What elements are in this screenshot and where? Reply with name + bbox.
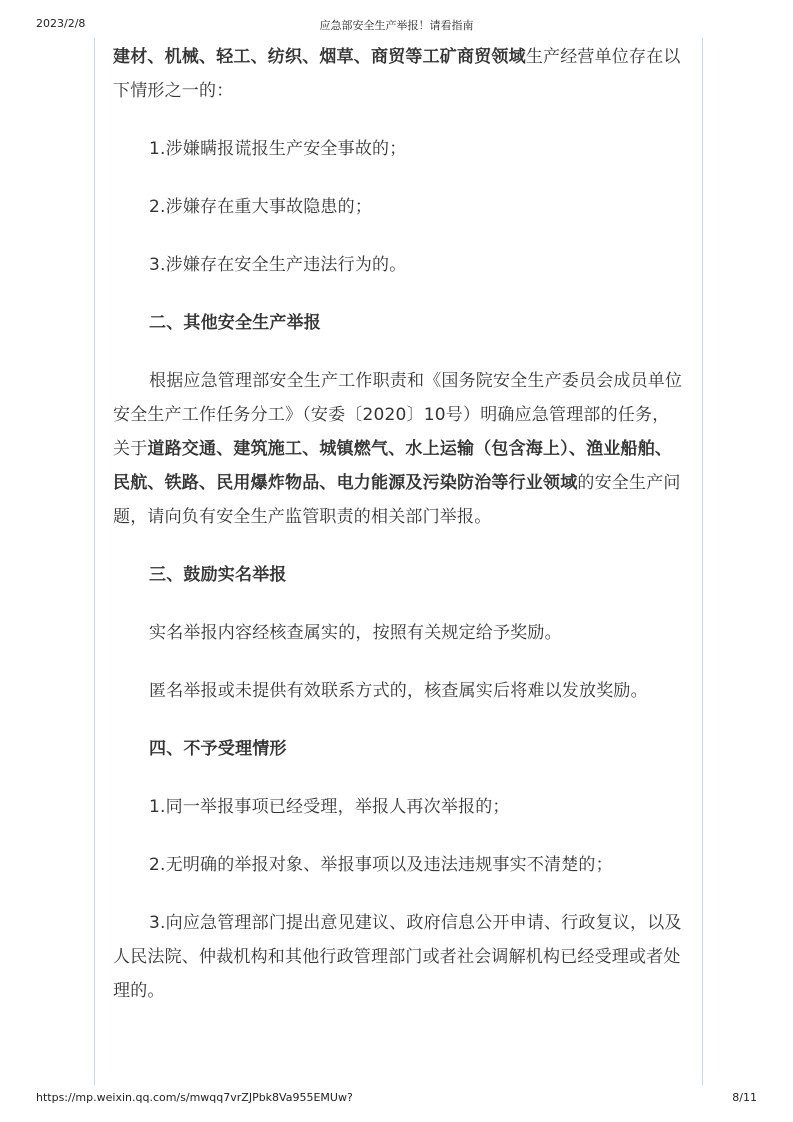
page-number: 8/11 bbox=[732, 1091, 757, 1104]
section-heading: 四、不予受理情形 bbox=[149, 739, 287, 759]
right-border-line bbox=[702, 38, 703, 1085]
list-item: 3.向应急管理部门提出意见建议、政府信息公开申请、行政复议，以及人民法院、仲裁机构和其他行政管理部门或者社会调解机构已经受理或者处理的。 bbox=[113, 913, 682, 1001]
paragraph-text: 的安全生产问题，请向负有安全生产监管职责的相关部门举报。 bbox=[113, 473, 681, 527]
list-item: 3.涉嫌存在安全生产违法行为的。 bbox=[149, 255, 407, 275]
list-item: 1.涉嫌瞒报谎报生产安全事故的； bbox=[149, 139, 407, 159]
section-heading: 二、其他安全生产举报 bbox=[149, 313, 321, 333]
article-body bbox=[113, 40, 685, 1008]
left-border-line bbox=[94, 38, 95, 1085]
bold-text: 建材、机械、轻工、纺织、烟草、商贸等工矿商贸领域 bbox=[113, 47, 526, 67]
print-date: 2023/2/8 bbox=[36, 17, 86, 30]
list-item: 2.无明确的举报对象、举报事项以及违法违规事实不清楚的； bbox=[149, 855, 613, 875]
paragraph: 匿名举报或未提供有效联系方式的，核查属实后将难以发放奖励。 bbox=[149, 681, 648, 701]
paragraph-text: 生产经营单位存在以下情形之一的： bbox=[113, 47, 681, 101]
paragraph-text: 根据应急管理部安全生产工作职责和《国务院安全生产委员会成员单位安全生产工作任务分工》（安委〔2020〕10号）明确应急管理部的任务，关于 bbox=[113, 371, 683, 459]
paragraph-scope bbox=[113, 40, 685, 108]
list-item: 1.同一举报事项已经受理，举报人再次举报的； bbox=[149, 797, 510, 817]
list-item: 2.涉嫌存在重大事故隐患的； bbox=[149, 197, 373, 217]
paragraph-other-reports bbox=[113, 364, 685, 534]
page-title: 应急部安全生产举报！请看指南 bbox=[319, 19, 474, 32]
section-heading: 三、鼓励实名举报 bbox=[149, 565, 287, 585]
paragraph: 实名举报内容经核查属实的，按照有关规定给予奖励。 bbox=[149, 623, 562, 643]
page-url: https://mp.weixin.qq.com/s/mwqq7vrZJPbk8Va955EMUw? bbox=[36, 1091, 353, 1104]
bold-text: 道路交通、建筑施工、城镇燃气、水上运输（包含海上）、渔业船舶、民航、铁路、民用爆炸物品、电力能源及污染防治等行业领域 bbox=[113, 439, 673, 493]
